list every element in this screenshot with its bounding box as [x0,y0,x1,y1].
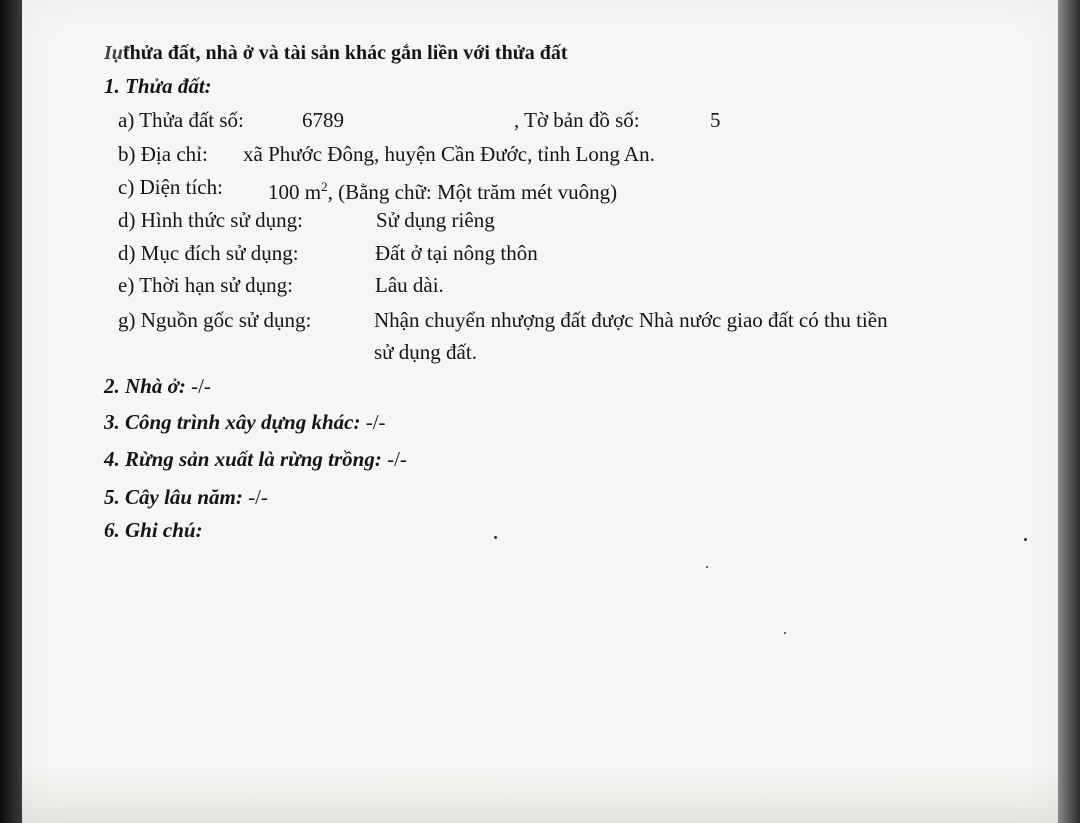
section5-heading: 5. Cây lâu năm: [104,485,243,509]
row-g-value-line2: sử dụng đất. [374,340,477,364]
row-d2-value: Đất ở tại nông thôn [375,241,538,265]
ink-speck [494,536,497,539]
section2-heading: 2. Nhà ở: [104,374,186,398]
section5-value: -/- [248,485,268,509]
ink-speck [706,566,708,568]
section3-value: -/- [365,410,386,434]
row-a-label: a) Thửa đất số: [118,108,244,132]
section4-heading: 4. Rừng sản xuất là rừng trồng: [104,447,382,471]
row-d1-value: Sử dụng riêng [376,208,495,232]
row-a-label2: , Tờ bản đồ số: [514,108,640,132]
row-d1-label: d) Hình thức sử dụng: [118,208,303,232]
section4 [104,447,407,471]
row-a-value2: 5 [710,108,721,132]
row-e-label: e) Thời hạn sử dụng: [118,273,293,297]
title-text: thửa đất, nhà ở và tài sản khác gắn liền với thửa đất [122,42,568,64]
section4-value: -/- [387,447,407,471]
row-b-value: xã Phước Đông, huyện Cần Đước, tỉnh Long An. [243,142,655,166]
row-c-label: c) Diện tích: [118,175,223,199]
row-c-area: 100 m [268,180,322,204]
row-c-value [268,175,617,204]
row-d2-label: d) Mục đích sử dụng: [118,241,299,265]
row-c-area-exponent: 2 [321,179,328,194]
section3-heading: 3. Công trình xây dựng khác: [104,410,361,434]
section5 [104,485,268,509]
row-b-label: b) Địa chỉ: [118,142,208,166]
section1-heading: 1. Thửa đất: [104,74,212,98]
row-e-value: Lâu dài. [375,273,444,297]
row-g-value-line1: Nhận chuyển nhượng đất được Nhà nước giao đất có thu tiền [374,308,888,332]
section6-heading: 6. Ghi chú: [104,518,203,542]
row-g-label: g) Nguồn gốc sử dụng: [118,308,312,332]
row-a-value: 6789 [302,108,344,132]
ink-speck [1024,538,1027,541]
section2 [104,374,211,398]
row-c-area-words: , (Bằng chữ: Một trăm mét vuông) [327,180,618,204]
document-title [104,41,567,65]
title-prefix: Iụ̃ [104,42,123,64]
section3 [104,410,386,434]
ink-speck [784,632,786,634]
section2-value: -/- [191,374,211,398]
